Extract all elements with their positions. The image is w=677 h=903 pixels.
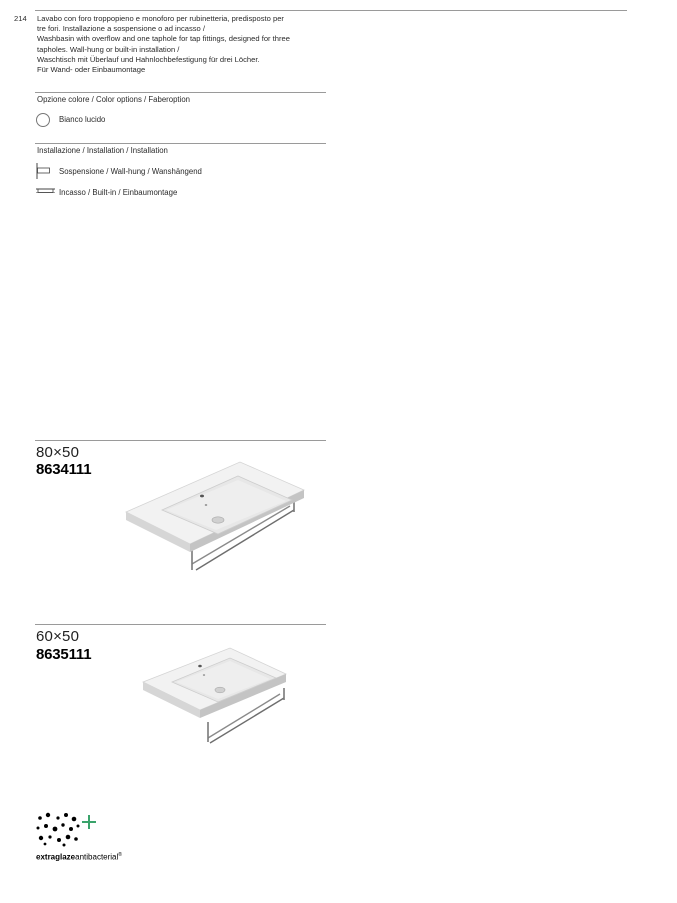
- description-line: tre fori. Installazione a sospensione o ad incasso /: [37, 24, 206, 34]
- installation-option-label: Incasso / Built-in / Einbaumontage: [59, 188, 178, 197]
- installation-section-title: Installazione / Installation / Installation: [37, 146, 168, 155]
- description-line: Lavabo con foro troppopieno e monoforo per rubinetteria, predisposto per: [37, 14, 284, 23]
- plus-icon: [81, 814, 97, 830]
- installation-section-rule: [35, 143, 326, 144]
- extraglaze-logo: [36, 812, 100, 848]
- product-rule: [35, 440, 326, 441]
- description-line: Washbasin with overflow and one taphole for tap fittings, designed for three: [37, 34, 290, 44]
- product-size: 80×50: [36, 444, 80, 461]
- color-section-rule: [35, 92, 326, 93]
- logo-mark: ®: [118, 852, 122, 858]
- color-option: [36, 113, 236, 129]
- top-rule: [35, 10, 627, 11]
- logo-regular-text: antibacterial: [75, 852, 119, 862]
- product-rule: [35, 624, 326, 625]
- logo-bold-text: extraglaze: [36, 852, 76, 862]
- color-option-label: Bianco lucido: [59, 115, 106, 124]
- washbasin-60-image: [140, 644, 290, 744]
- product-size: 60×50: [36, 628, 80, 645]
- installation-option-label: Sospensione / Wall-hung / Wanshängend: [59, 167, 202, 176]
- description-line: Waschtisch mit Überlauf und Hahnlochbefestigung für drei Löcher.: [37, 54, 260, 64]
- logo-wordmark: [36, 852, 122, 862]
- installation-option: [36, 163, 296, 179]
- color-section-title: Opzione colore / Color options / Faberoption: [37, 95, 190, 104]
- product-code: 8634111: [36, 461, 92, 478]
- product-description: [37, 14, 290, 75]
- description-line: tapholes. Wall-hung or built-in installation /: [37, 44, 180, 54]
- installation-option: [36, 184, 296, 200]
- product-code: 8635111: [36, 646, 92, 663]
- description-line: Für Wand- oder Einbaumontage: [37, 65, 146, 75]
- color-swatch-icon: [36, 113, 50, 127]
- built-in-icon: [36, 184, 56, 200]
- page-number: 214: [14, 14, 27, 23]
- wall-hung-icon: [36, 163, 52, 179]
- washbasin-80-image: [122, 460, 308, 576]
